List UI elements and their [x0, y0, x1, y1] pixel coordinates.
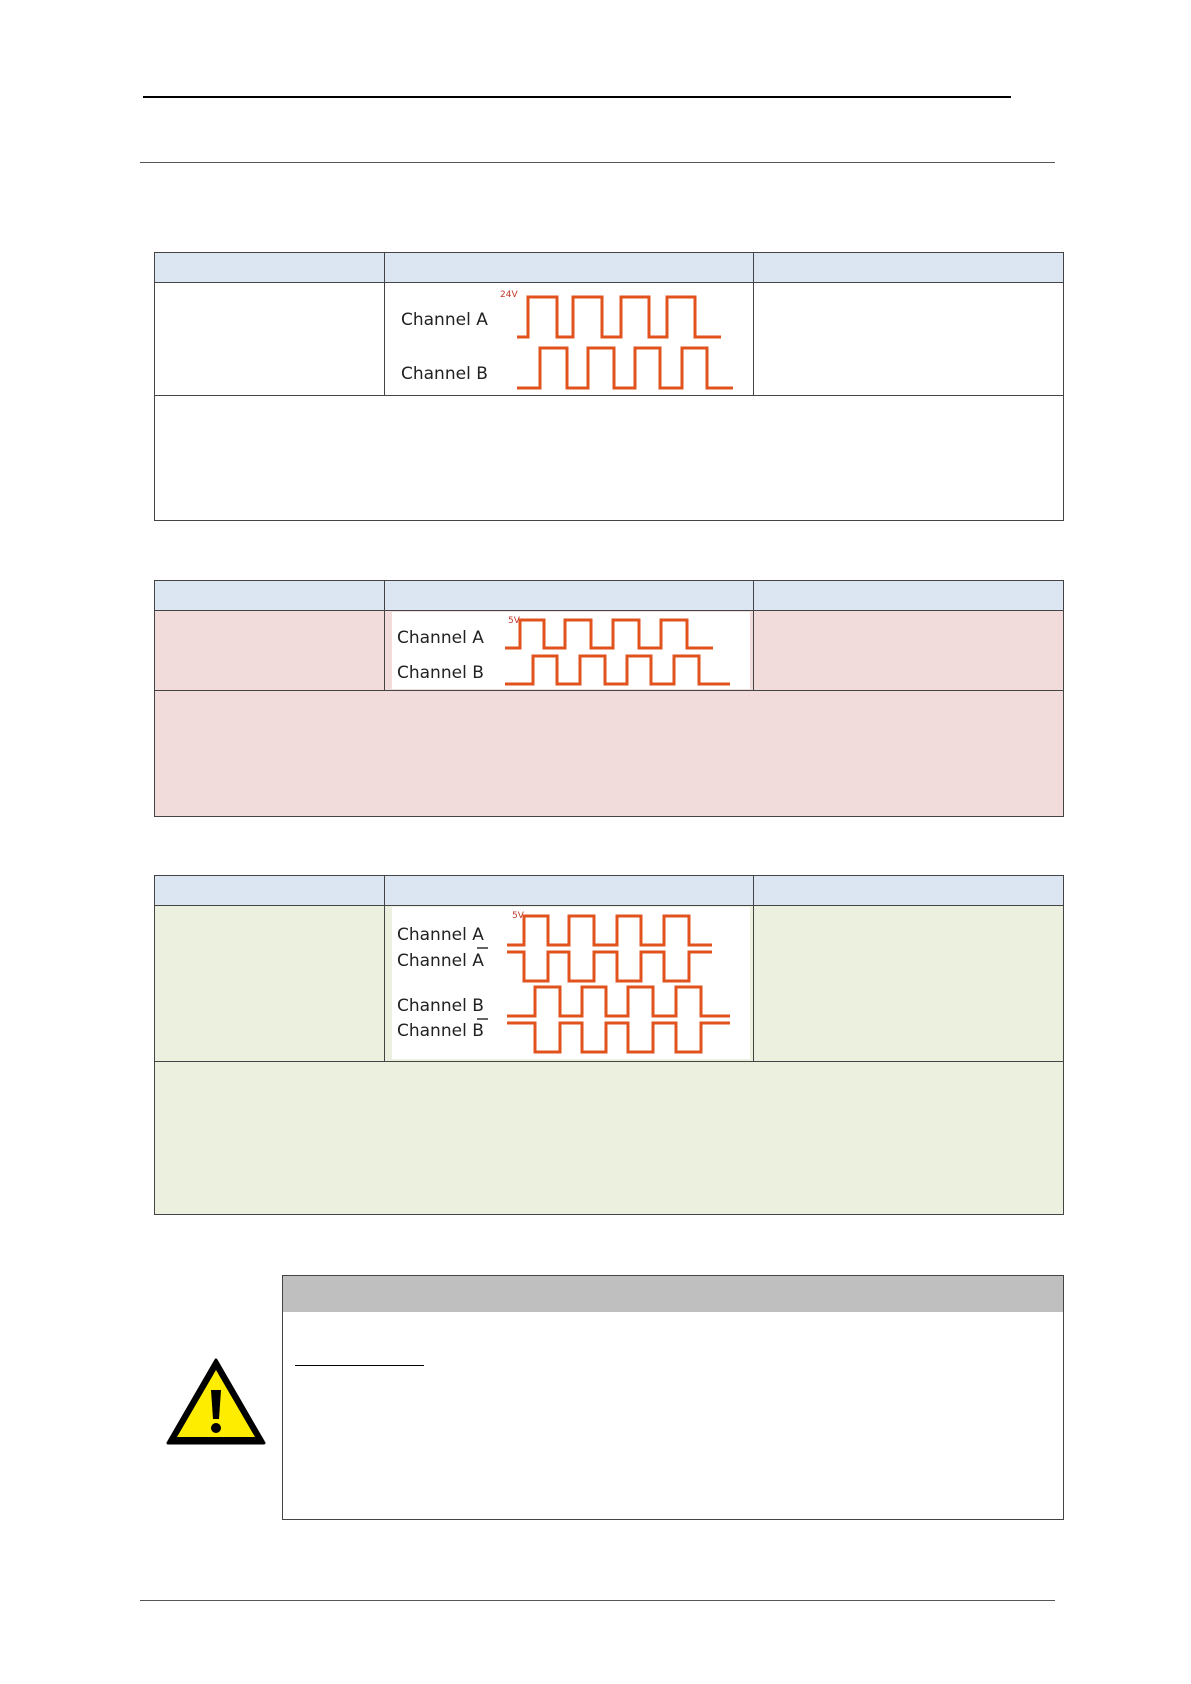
channel-a-waveform	[507, 916, 712, 945]
voltage-label: 5V	[508, 616, 520, 626]
warning-header	[283, 1276, 1063, 1312]
notes-cell	[155, 691, 1063, 816]
voltage-label: 24V	[500, 290, 518, 300]
table-header-row	[155, 253, 1063, 283]
channel-a-waveform	[505, 620, 713, 648]
channel-label: Channel A	[397, 925, 484, 945]
header-divider-rule	[140, 162, 1055, 163]
channel-label: Channel B	[397, 1021, 484, 1041]
channel-b-inverted-waveform	[507, 1023, 730, 1052]
channel-label: Channel A	[397, 951, 484, 971]
signal-diagram	[392, 907, 750, 1059]
channel-label: Channel A	[401, 310, 488, 330]
channel-label: Channel B	[401, 364, 488, 384]
type-cell	[155, 611, 384, 690]
column-divider	[384, 581, 385, 690]
channel-label: Channel A	[397, 628, 484, 648]
warning-box	[282, 1275, 1064, 1520]
footer-rule	[140, 1600, 1055, 1601]
voltage-label: 5V	[512, 911, 524, 921]
top-header-rule	[143, 96, 1011, 98]
notes-cell	[155, 1062, 1063, 1214]
encoder-table-5v	[154, 580, 1064, 817]
channel-b-waveform	[505, 656, 730, 684]
channel-b-waveform	[507, 987, 730, 1016]
table-header-row	[155, 581, 1063, 611]
description-cell	[754, 906, 1063, 1061]
channel-b-waveform	[517, 348, 733, 388]
signal-diagram	[395, 285, 745, 393]
channel-a-inverted-waveform	[507, 952, 712, 981]
encoder-table-24v	[154, 252, 1064, 521]
channel-label: Channel B	[397, 663, 484, 683]
warning-triangle-icon	[165, 1357, 267, 1447]
notes-cell	[155, 396, 1063, 520]
description-cell	[754, 283, 1063, 395]
signal-diagram	[392, 612, 750, 689]
table-header-row	[155, 876, 1063, 906]
type-cell	[155, 283, 384, 395]
description-cell	[754, 611, 1063, 690]
channel-label: Channel B	[397, 996, 484, 1016]
channel-a-waveform	[517, 297, 721, 337]
encoder-table-differential	[154, 875, 1064, 1215]
column-divider	[384, 876, 385, 1061]
column-divider	[384, 253, 385, 395]
warning-subheading-underline	[295, 1365, 424, 1366]
type-cell	[155, 906, 384, 1061]
